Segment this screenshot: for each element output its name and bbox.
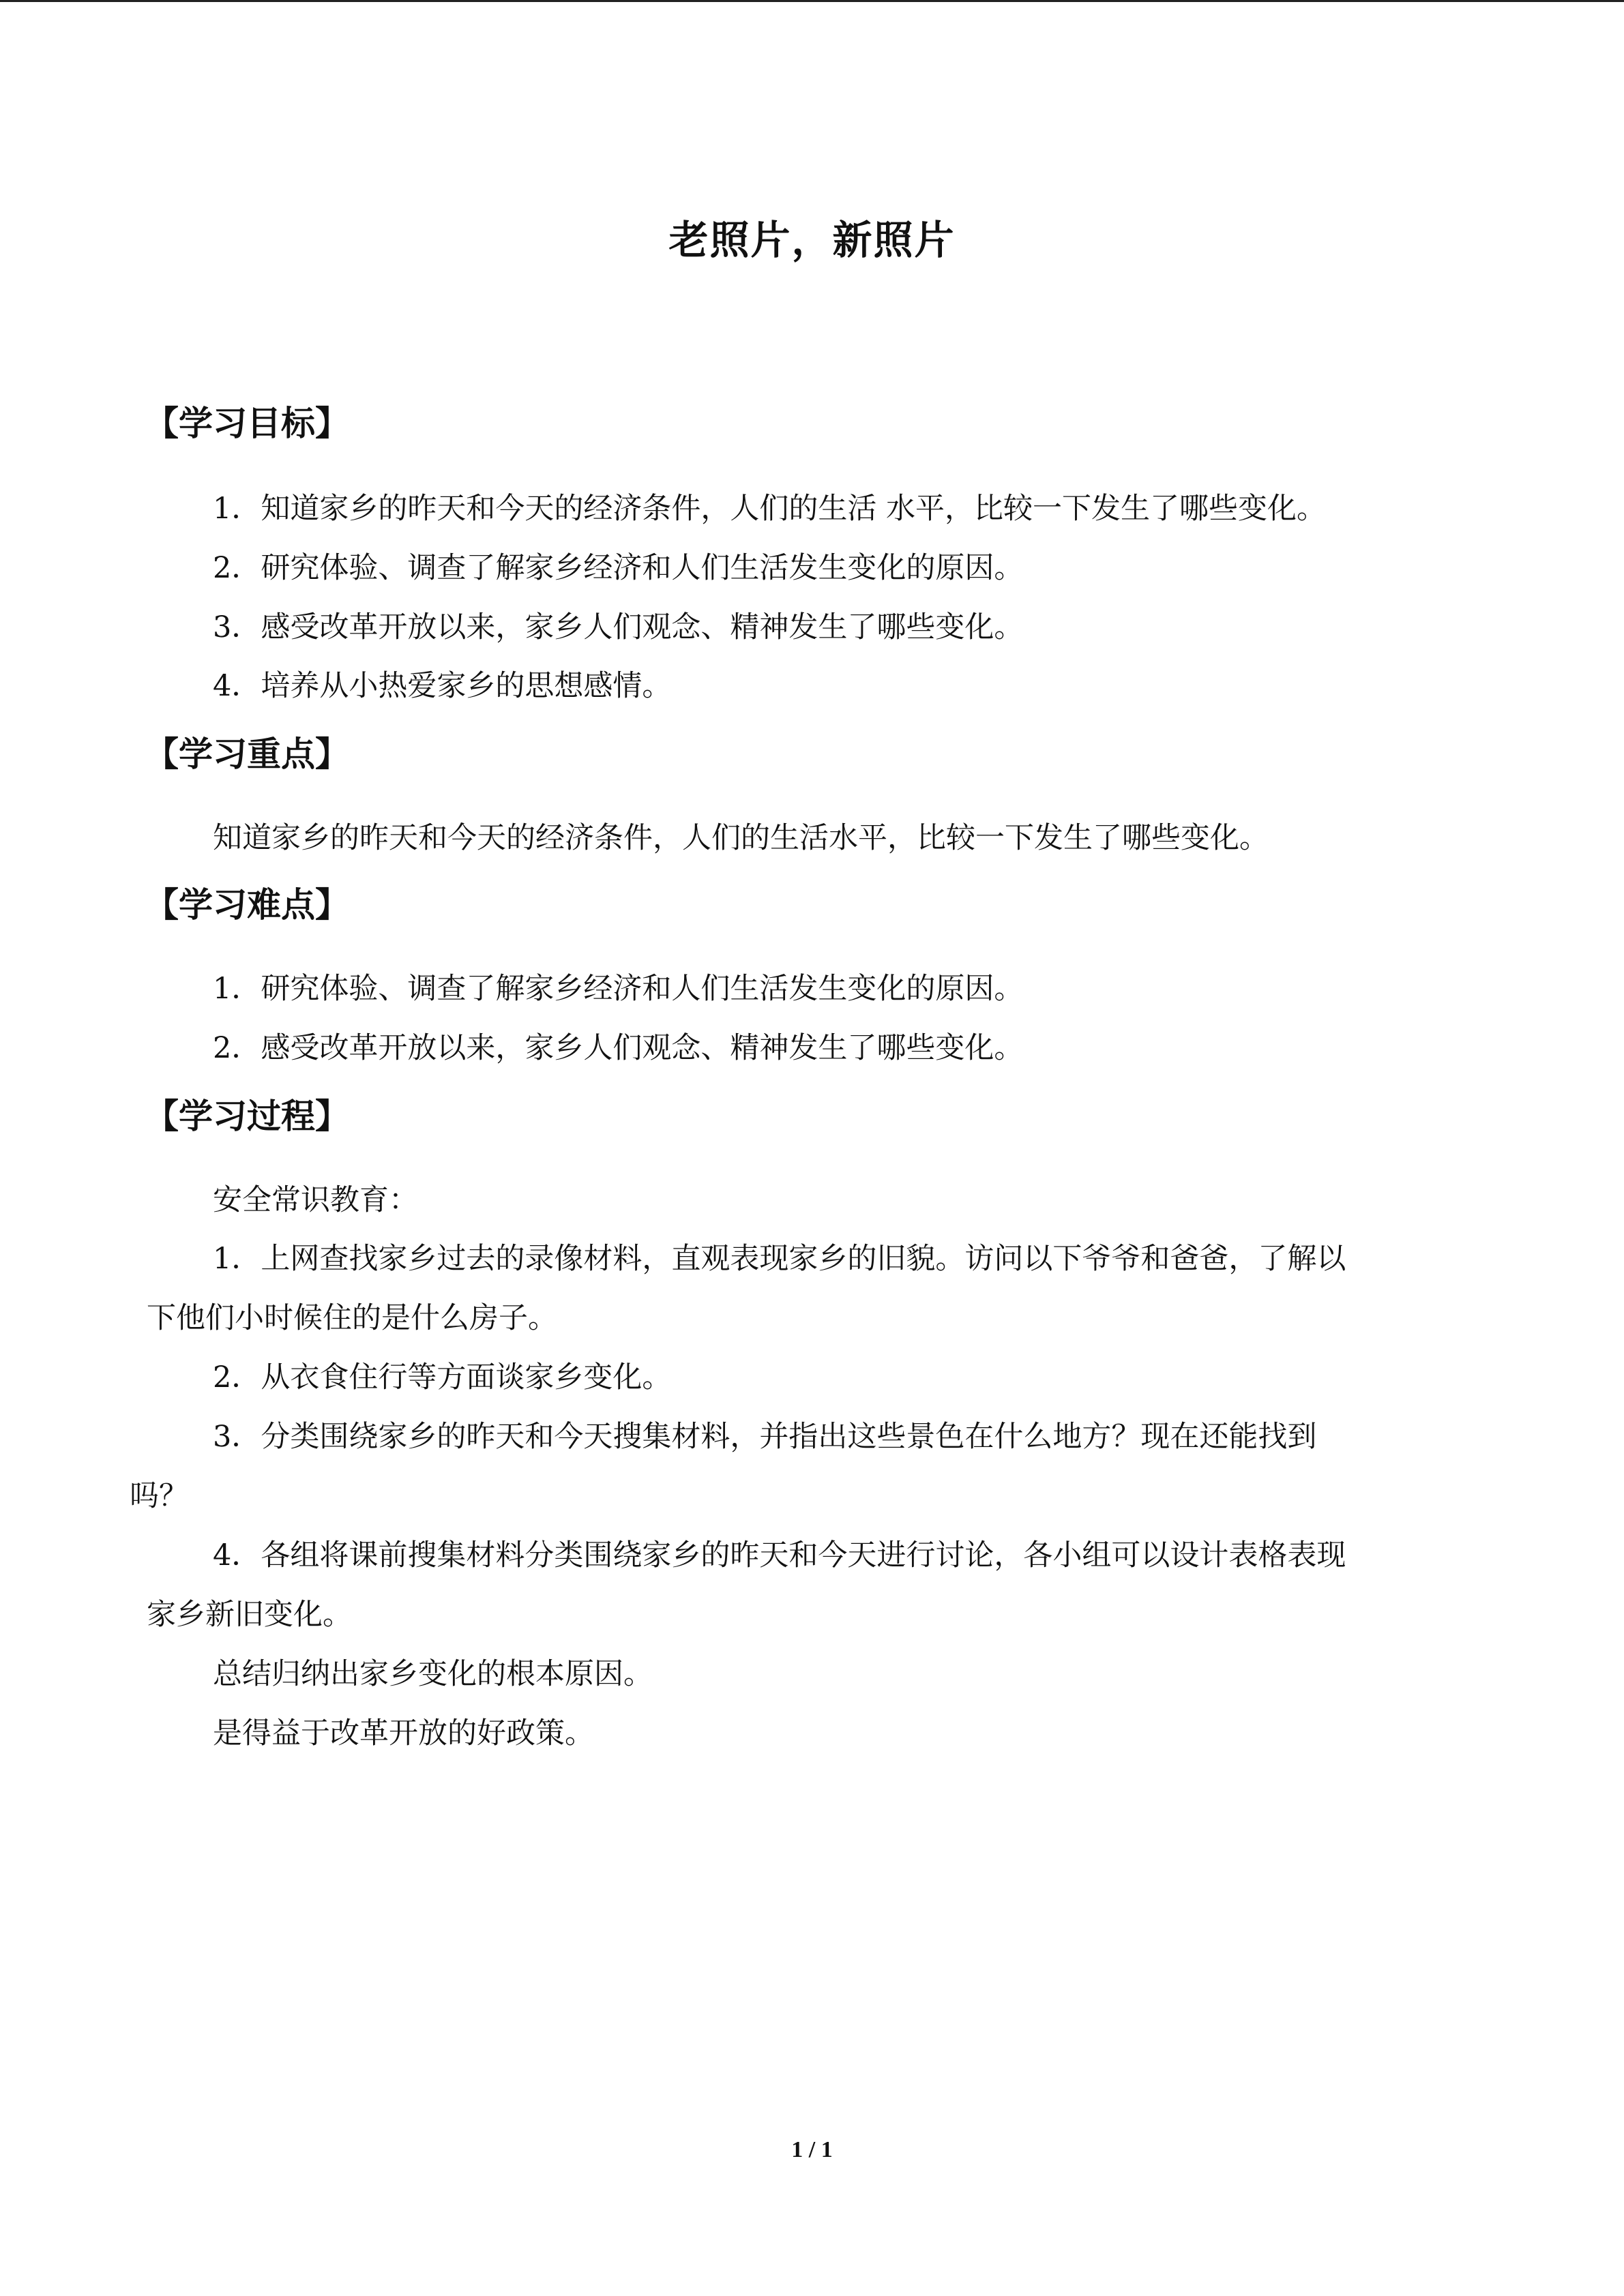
goal-item-1: 1．知道家乡的昨天和今天的经济条件，人们的生活 水平，比较一下发生了哪些变化。 xyxy=(213,492,1327,526)
difficulty-item-1: 1．研究体验、调查了解家乡经济和人们生活发生变化的原因。 xyxy=(213,972,1024,1006)
goal-item-3: 3．感受改革开放以来，家乡人们观念、精神发生了哪些变化。 xyxy=(213,610,1024,644)
section-heading-difficulties: 【学习难点】 xyxy=(145,885,349,925)
section-heading-key-points: 【学习重点】 xyxy=(145,734,349,774)
process-conclusion: 是得益于改革开放的好政策。 xyxy=(213,1716,594,1750)
process-intro: 安全常识教育： xyxy=(213,1183,418,1217)
process-item-2: 2．从衣食住行等方面谈家乡变化。 xyxy=(213,1360,672,1395)
process-item-1: 1．上网查找家乡过去的录像材料，直观表现家乡的旧貌。访问以下爷爷和爸爸，了解以 xyxy=(213,1242,1346,1276)
goal-item-4: 4．培养从小热爱家乡的思想感情。 xyxy=(213,669,672,703)
page-title: 老照片，新照片 xyxy=(668,217,956,263)
process-item-3: 3．分类围绕家乡的昨天和今天搜集材料，并指出这些景色在什么地方？现在还能找到 xyxy=(213,1420,1317,1454)
difficulty-item-2: 2．感受改革开放以来，家乡人们观念、精神发生了哪些变化。 xyxy=(213,1031,1024,1065)
section-heading-process: 【学习过程】 xyxy=(145,1097,349,1136)
process-item-3-continued: 吗？ xyxy=(130,1479,188,1513)
page-number: 1 / 1 xyxy=(791,2137,833,2162)
process-item-4: 4．各组将课前搜集材料分类围绕家乡的昨天和今天进行讨论，各小组可以设计表格表现 xyxy=(213,1538,1346,1572)
top-border-line xyxy=(0,0,1624,2)
process-item-1-continued: 下他们小时候住的是什么房子。 xyxy=(147,1301,557,1335)
goal-item-2: 2．研究体验、调查了解家乡经济和人们生活发生变化的原因。 xyxy=(213,551,1024,585)
process-summary: 总结归纳出家乡变化的根本原因。 xyxy=(213,1657,653,1691)
process-item-4-continued: 家乡新旧变化。 xyxy=(147,1598,352,1632)
key-point-text: 知道家乡的昨天和今天的经济条件，人们的生活水平，比较一下发生了哪些变化。 xyxy=(213,821,1269,855)
section-heading-learning-goals: 【学习目标】 xyxy=(145,404,349,443)
